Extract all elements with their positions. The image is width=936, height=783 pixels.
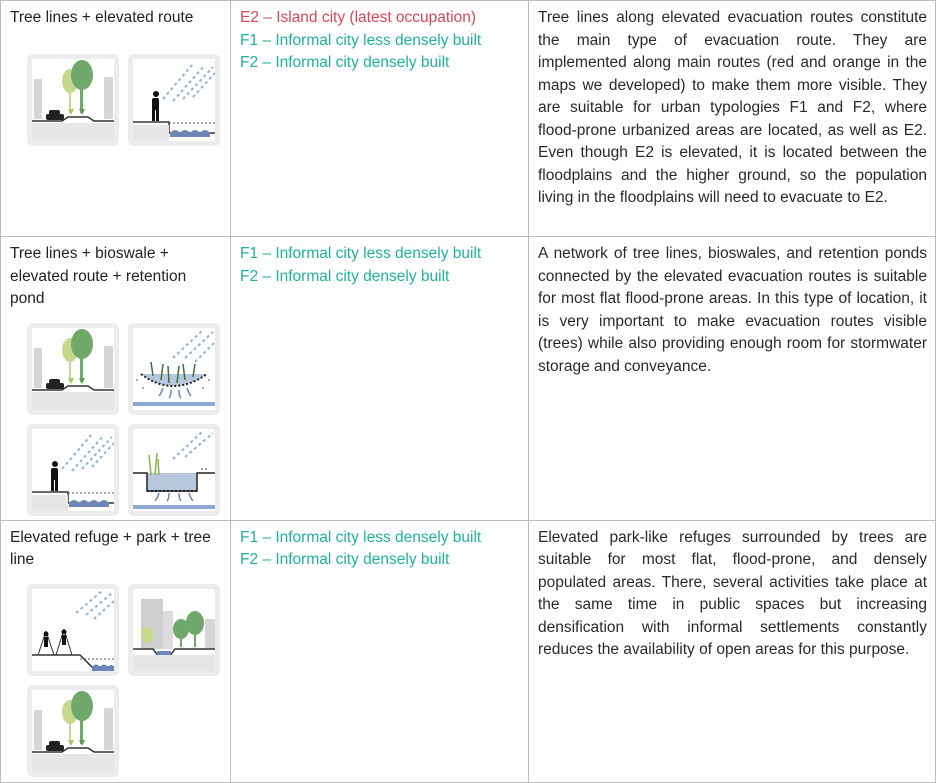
description-cell: Tree lines along elevated evacuation routes constitute the main type of evacuation route. They are implemented along main routes (red and orange in the maps we developed) to make them more visible. They are suitable for urban typologies F1 and F2, where flood-prone urbanized areas are located, as well as E2. Even though E2 is elevated, it is located between the floodplains and the higher ground, so the population living in the floodplains will need to evacuate to E2. [529,1,936,237]
strategy-title: Tree lines + bioswale + elevated route + retention pond [10,245,187,307]
park-buildings-icon [128,584,220,676]
typology-cell [231,1,529,237]
typology-f2: F2 – Informal city densely built [240,551,450,568]
strategy-cell [1,1,231,237]
typology-f1: F1 – Informal city less densely built [240,245,482,262]
elevated-refuge-people-icon [27,584,119,676]
table-row [1,1,936,237]
typology-e2: E2 – Island city (latest occupation) [240,9,477,26]
strategy-title: Elevated refuge + park + tree line [10,528,211,568]
table-row [1,237,936,521]
description-cell: Elevated park-like refuges surrounded by trees are suitable for most flat, flood-prone, and densely populated areas. There, several activities take place at the same time in public spaces but increasing densification with informal settlements constantly reduces the availability of open areas for this purpose. [529,520,936,782]
strategy-cell [1,237,231,521]
retention-pond-icon [128,424,220,516]
typology-f1: F1 – Informal city less densely built [240,31,482,49]
bioswale-icon [128,323,220,415]
typology-f1: F1 – Informal city less densely built [240,528,482,546]
strategy-title: Tree lines + elevated route [10,9,194,26]
icon-group [27,54,227,146]
description-cell: A network of tree lines, bioswales, and retention ponds connected by the elevated evacuation routes is suitable for most flat flood-prone areas. In this type of location, it is very important to make evacuation routes visible (trees) while also providing enough room for stormwater storage and conveyance. [529,237,936,521]
table-row [1,520,936,782]
tree-road-icon [27,54,119,146]
typology-cell [231,237,529,521]
pedestrian-rain-water-icon [128,54,220,146]
pedestrian-rain-water-icon [27,424,119,516]
tree-road-icon [27,685,119,777]
icon-group [27,584,227,777]
strategy-cell [1,520,231,782]
icon-group [27,323,227,516]
tree-road-icon [27,323,119,415]
typology-f2: F2 – Informal city densely built [240,267,450,285]
typology-cell [231,520,529,782]
typology-f2: F2 – Informal city densely built [240,54,450,71]
